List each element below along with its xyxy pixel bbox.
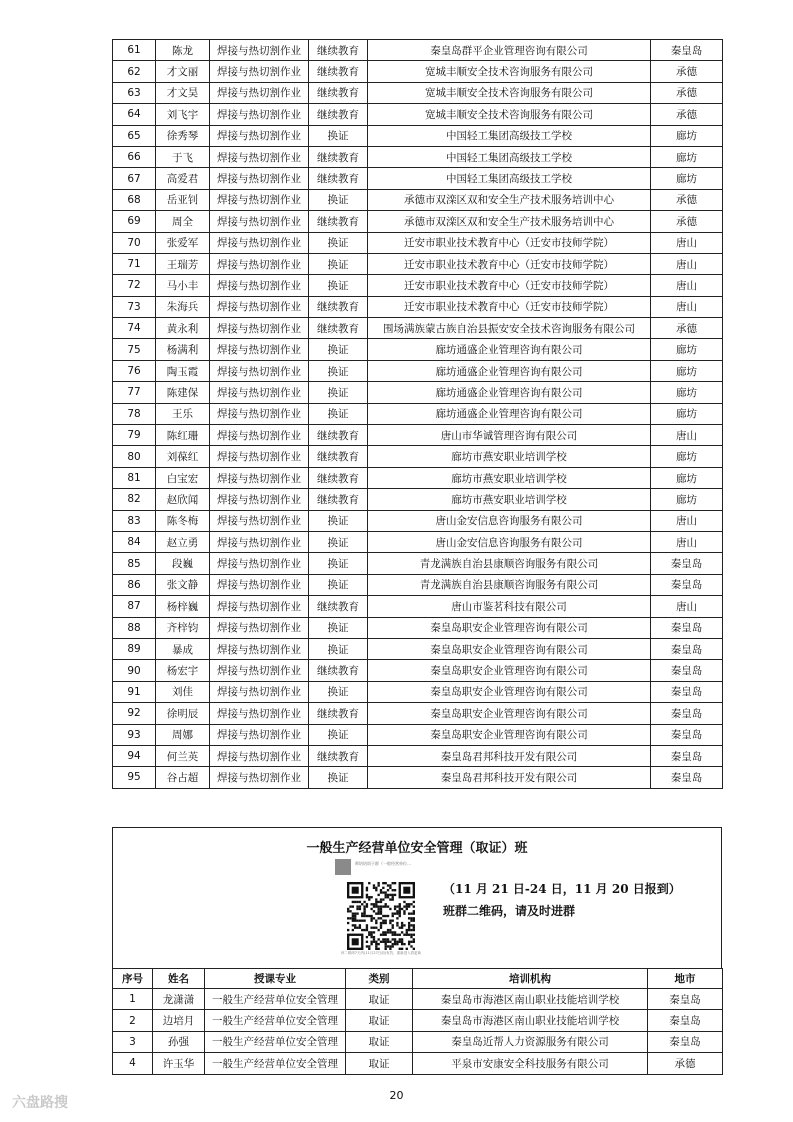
cell-name: 才文昊	[156, 82, 210, 103]
cell-city: 秦皇岛	[651, 638, 723, 659]
cell-category: 换证	[309, 232, 368, 253]
cell-seq: 74	[113, 318, 156, 339]
table-row	[113, 510, 723, 531]
cell-institution: 廊坊通盛企业管理咨询有限公司	[368, 339, 651, 360]
cell-major: 焊接与热切割作业	[210, 574, 309, 595]
join-group-note: 班群二维码，请及时进群	[443, 904, 576, 918]
cell-major: 焊接与热切割作业	[210, 403, 309, 424]
cell-seq: 82	[113, 489, 156, 510]
table-row	[113, 189, 723, 210]
cell-name: 白宝宏	[156, 467, 210, 488]
header-name: 姓名	[153, 969, 205, 989]
cell-seq: 80	[113, 446, 156, 467]
cell-name: 高爱君	[156, 168, 210, 189]
cell-category: 继续教育	[309, 660, 368, 681]
cell-major: 焊接与热切割作业	[210, 681, 309, 702]
cell-seq: 2	[113, 1010, 153, 1031]
cell-seq: 1	[113, 989, 153, 1010]
cell-major: 焊接与热切割作业	[210, 146, 309, 167]
table-row	[113, 403, 723, 424]
cell-name: 徐秀琴	[156, 125, 210, 146]
cell-major: 焊接与热切割作业	[210, 446, 309, 467]
cell-major: 焊接与热切割作业	[210, 318, 309, 339]
cell-institution: 秦皇岛职安企业管理咨询有限公司	[368, 660, 651, 681]
cell-city: 秦皇岛	[651, 574, 723, 595]
cell-major: 焊接与热切割作业	[210, 510, 309, 531]
cell-seq: 92	[113, 703, 156, 724]
cell-institution: 唐山市鉴茗科技有限公司	[368, 596, 651, 617]
cell-category: 继续教育	[309, 296, 368, 317]
cell-category: 换证	[309, 360, 368, 381]
cell-institution: 迁安市职业技术教育中心（迁安市技师学院）	[368, 275, 651, 296]
cell-major: 焊接与热切割作业	[210, 703, 309, 724]
table-row	[113, 446, 723, 467]
table-row	[113, 1010, 723, 1031]
watermark: 六盘路搜	[12, 1095, 68, 1111]
cell-name: 赵立勇	[156, 531, 210, 552]
table-row	[113, 574, 723, 595]
cell-name: 刘佳	[156, 681, 210, 702]
page-number: 20	[389, 1089, 404, 1102]
cell-city: 秦皇岛	[651, 703, 723, 724]
cell-seq: 81	[113, 467, 156, 488]
cell-seq: 67	[113, 168, 156, 189]
cell-city: 廊坊	[651, 360, 723, 381]
cell-city: 秦皇岛	[648, 989, 723, 1010]
cell-name: 王乐	[156, 403, 210, 424]
cell-name: 陈冬梅	[156, 510, 210, 531]
table-row	[113, 104, 723, 125]
cell-category: 继续教育	[309, 104, 368, 125]
cell-major: 焊接与热切割作业	[210, 211, 309, 232]
cell-city: 承德	[651, 189, 723, 210]
cell-major: 焊接与热切割作业	[210, 125, 309, 146]
cell-name: 龙潇潇	[153, 989, 205, 1010]
table-row	[113, 253, 723, 274]
cell-major: 焊接与热切割作业	[210, 553, 309, 574]
cell-name: 王瑞芳	[156, 253, 210, 274]
trainee-table-welding	[112, 39, 723, 789]
cell-city: 秦皇岛	[651, 617, 723, 638]
cell-major: 焊接与热切割作业	[210, 425, 309, 446]
cell-city: 承德	[651, 211, 723, 232]
cell-category: 取证	[346, 1031, 413, 1052]
cell-seq: 62	[113, 61, 156, 82]
table-row	[113, 82, 723, 103]
cell-institution: 承德市双滦区双和安全生产技术服务培训中心	[368, 189, 651, 210]
cell-category: 换证	[309, 382, 368, 403]
cell-name: 周娜	[156, 724, 210, 745]
cell-name: 张爱军	[156, 232, 210, 253]
cell-category: 取证	[346, 989, 413, 1010]
cell-seq: 83	[113, 510, 156, 531]
cell-institution: 廊坊通盛企业管理咨询有限公司	[368, 360, 651, 381]
cell-city: 廊坊	[651, 382, 723, 403]
cell-major: 一般生产经营单位安全管理	[205, 1053, 346, 1074]
cell-city: 唐山	[651, 296, 723, 317]
cell-major: 焊接与热切割作业	[210, 189, 309, 210]
table-row	[113, 425, 723, 446]
cell-category: 换证	[309, 510, 368, 531]
cell-city: 秦皇岛	[651, 553, 723, 574]
cell-seq: 64	[113, 104, 156, 125]
cell-category: 取证	[346, 1010, 413, 1031]
cell-institution: 秦皇岛君邦科技开发有限公司	[368, 767, 651, 788]
cell-category: 继续教育	[309, 211, 368, 232]
cell-name: 陈红珊	[156, 425, 210, 446]
header-seq: 序号	[113, 969, 153, 989]
table-row	[113, 296, 723, 317]
cell-major: 焊接与热切割作业	[210, 296, 309, 317]
cell-seq: 63	[113, 82, 156, 103]
cell-category: 换证	[309, 339, 368, 360]
cell-city: 承德	[651, 61, 723, 82]
cell-city: 秦皇岛	[651, 40, 723, 61]
table-row	[113, 1053, 723, 1074]
cell-major: 焊接与热切割作业	[210, 168, 309, 189]
table-row	[113, 40, 723, 61]
cell-city: 廊坊	[651, 168, 723, 189]
cell-name: 陶玉霞	[156, 360, 210, 381]
cell-name: 赵欣闻	[156, 489, 210, 510]
cell-name: 黄永利	[156, 318, 210, 339]
header-institution: 培训机构	[413, 969, 648, 989]
table-row	[113, 1031, 723, 1052]
qr-caption: 该二维码7天内(11月27日前)有效，重新进入将更新	[340, 951, 422, 955]
cell-major: 焊接与热切割作业	[210, 382, 309, 403]
safety-management-class-header	[112, 827, 722, 969]
cell-city: 唐山	[651, 253, 723, 274]
cell-category: 换证	[309, 403, 368, 424]
cell-institution: 廊坊通盛企业管理咨询有限公司	[368, 382, 651, 403]
cell-institution: 承德市双滦区双和安全生产技术服务培训中心	[368, 211, 651, 232]
cell-institution: 中国轻工集团高级技工学校	[368, 146, 651, 167]
cell-city: 秦皇岛	[648, 1031, 723, 1052]
table-row	[113, 211, 723, 232]
cell-seq: 72	[113, 275, 156, 296]
cell-seq: 69	[113, 211, 156, 232]
cell-category: 换证	[309, 767, 368, 788]
cell-city: 秦皇岛	[651, 660, 723, 681]
cell-category: 换证	[309, 617, 368, 638]
cell-city: 唐山	[651, 425, 723, 446]
cell-seq: 78	[113, 403, 156, 424]
cell-city: 秦皇岛	[648, 1010, 723, 1031]
qr-group-name: 师培培训于群（一般经营单位…	[355, 861, 411, 866]
cell-institution: 青龙满族自治县康顺咨询服务有限公司	[368, 574, 651, 595]
cell-name: 刘葆红	[156, 446, 210, 467]
cell-institution: 秦皇岛职安企业管理咨询有限公司	[368, 703, 651, 724]
cell-city: 唐山	[651, 232, 723, 253]
cell-major: 焊接与热切割作业	[210, 232, 309, 253]
cell-category: 换证	[309, 189, 368, 210]
cell-category: 换证	[309, 681, 368, 702]
cell-category: 取证	[346, 1053, 413, 1074]
cell-major: 焊接与热切割作业	[210, 596, 309, 617]
cell-name: 段巍	[156, 553, 210, 574]
cell-institution: 廊坊市燕安职业培训学校	[368, 446, 651, 467]
cell-major: 焊接与热切割作业	[210, 660, 309, 681]
cell-institution: 唐山金安信息咨询服务有限公司	[368, 531, 651, 552]
cell-major: 一般生产经营单位安全管理	[205, 989, 346, 1010]
cell-major: 一般生产经营单位安全管理	[205, 1031, 346, 1052]
table-row	[113, 745, 723, 766]
cell-name: 何兰英	[156, 745, 210, 766]
cell-seq: 88	[113, 617, 156, 638]
cell-name: 许玉华	[153, 1053, 205, 1074]
cell-city: 廊坊	[651, 146, 723, 167]
cell-city: 唐山	[651, 596, 723, 617]
cell-institution: 围场满族蒙古族自治县振安安全技术咨询服务有限公司	[368, 318, 651, 339]
cell-name: 于飞	[156, 146, 210, 167]
cell-name: 张文静	[156, 574, 210, 595]
cell-major: 焊接与热切割作业	[210, 253, 309, 274]
cell-seq: 71	[113, 253, 156, 274]
cell-name: 刘飞宇	[156, 104, 210, 125]
cell-institution: 唐山金安信息咨询服务有限公司	[368, 510, 651, 531]
cell-major: 焊接与热切割作业	[210, 40, 309, 61]
cell-category: 换证	[309, 125, 368, 146]
cell-institution: 秦皇岛职安企业管理咨询有限公司	[368, 617, 651, 638]
cell-city: 廊坊	[651, 489, 723, 510]
table-row	[113, 146, 723, 167]
cell-seq: 65	[113, 125, 156, 146]
cell-major: 一般生产经营单位安全管理	[205, 1010, 346, 1031]
cell-seq: 77	[113, 382, 156, 403]
cell-category: 换证	[309, 638, 368, 659]
cell-major: 焊接与热切割作业	[210, 531, 309, 552]
cell-seq: 66	[113, 146, 156, 167]
cell-institution: 平泉市安康安全科技服务有限公司	[413, 1053, 648, 1074]
class-date-note: （11 月 21 日-24 日，11 月 20 日报到）	[443, 882, 681, 896]
group-avatar-icon	[335, 859, 351, 875]
table-row	[113, 467, 723, 488]
cell-category: 继续教育	[309, 40, 368, 61]
cell-city: 廊坊	[651, 446, 723, 467]
cell-institution: 中国轻工集团高级技工学校	[368, 168, 651, 189]
cell-city: 唐山	[651, 510, 723, 531]
table-row	[113, 989, 723, 1010]
header-category: 类别	[346, 969, 413, 989]
cell-city: 承德	[651, 318, 723, 339]
cell-major: 焊接与热切割作业	[210, 467, 309, 488]
cell-category: 继续教育	[309, 703, 368, 724]
table-row	[113, 767, 723, 788]
cell-name: 陈龙	[156, 40, 210, 61]
cell-seq: 68	[113, 189, 156, 210]
table-row	[113, 318, 723, 339]
table-row	[113, 553, 723, 574]
cell-name: 孙强	[153, 1031, 205, 1052]
qr-code-icon	[341, 882, 421, 950]
cell-category: 换证	[309, 531, 368, 552]
cell-institution: 秦皇岛群平企业管理咨询有限公司	[368, 40, 651, 61]
cell-seq: 70	[113, 232, 156, 253]
cell-city: 秦皇岛	[651, 724, 723, 745]
table-row	[113, 382, 723, 403]
cell-institution: 秦皇岛职安企业管理咨询有限公司	[368, 724, 651, 745]
cell-institution: 迁安市职业技术教育中心（迁安市技师学院）	[368, 296, 651, 317]
qr-group-header	[335, 857, 425, 879]
cell-name: 暴成	[156, 638, 210, 659]
cell-institution: 廊坊通盛企业管理咨询有限公司	[368, 403, 651, 424]
cell-name: 杨满利	[156, 339, 210, 360]
cell-category: 继续教育	[309, 489, 368, 510]
cell-institution: 宽城丰顺安全技术咨询服务有限公司	[368, 82, 651, 103]
cell-name: 周全	[156, 211, 210, 232]
cell-name: 徐明辰	[156, 703, 210, 724]
cell-institution: 秦皇岛近帮人力资源服务有限公司	[413, 1031, 648, 1052]
table-row	[113, 232, 723, 253]
cell-city: 廊坊	[651, 339, 723, 360]
cell-seq: 94	[113, 745, 156, 766]
cell-institution: 青龙满族自治县康顺咨询服务有限公司	[368, 553, 651, 574]
cell-seq: 85	[113, 553, 156, 574]
cell-major: 焊接与热切割作业	[210, 617, 309, 638]
cell-institution: 秦皇岛市海港区南山职业技能培训学校	[413, 989, 648, 1010]
cell-city: 秦皇岛	[651, 745, 723, 766]
cell-major: 焊接与热切割作业	[210, 745, 309, 766]
cell-category: 继续教育	[309, 146, 368, 167]
cell-seq: 89	[113, 638, 156, 659]
cell-seq: 76	[113, 360, 156, 381]
cell-name: 朱海兵	[156, 296, 210, 317]
cell-institution: 迁安市职业技术教育中心（迁安市技师学院）	[368, 232, 651, 253]
cell-seq: 3	[113, 1031, 153, 1052]
cell-institution: 廊坊市燕安职业培训学校	[368, 467, 651, 488]
cell-category: 继续教育	[309, 318, 368, 339]
cell-category: 换证	[309, 253, 368, 274]
cell-institution: 秦皇岛市海港区南山职业技能培训学校	[413, 1010, 648, 1031]
cell-seq: 73	[113, 296, 156, 317]
cell-major: 焊接与热切割作业	[210, 61, 309, 82]
cell-seq: 75	[113, 339, 156, 360]
cell-category: 换证	[309, 275, 368, 296]
cell-major: 焊接与热切割作业	[210, 638, 309, 659]
table-row	[113, 61, 723, 82]
cell-name: 马小丰	[156, 275, 210, 296]
cell-city: 承德	[651, 104, 723, 125]
cell-category: 继续教育	[309, 82, 368, 103]
cell-name: 齐梓钧	[156, 617, 210, 638]
table-header-row	[113, 969, 723, 989]
cell-major: 焊接与热切割作业	[210, 360, 309, 381]
cell-category: 换证	[309, 553, 368, 574]
cell-category: 换证	[309, 574, 368, 595]
cell-name: 杨宏宇	[156, 660, 210, 681]
table-row	[113, 596, 723, 617]
table-row	[113, 339, 723, 360]
cell-city: 承德	[651, 82, 723, 103]
table-row	[113, 360, 723, 381]
table-row	[113, 531, 723, 552]
cell-major: 焊接与热切割作业	[210, 489, 309, 510]
table-row	[113, 168, 723, 189]
cell-name: 才文丽	[156, 61, 210, 82]
table-row	[113, 617, 723, 638]
cell-category: 继续教育	[309, 596, 368, 617]
cell-major: 焊接与热切割作业	[210, 82, 309, 103]
cell-major: 焊接与热切割作业	[210, 275, 309, 296]
cell-name: 谷占超	[156, 767, 210, 788]
cell-city: 唐山	[651, 531, 723, 552]
cell-city: 廊坊	[651, 467, 723, 488]
class-title: 一般生产经营单位安全管理（取证）班	[306, 841, 528, 856]
table-row	[113, 125, 723, 146]
cell-institution: 宽城丰顺安全技术咨询服务有限公司	[368, 104, 651, 125]
header-city: 地市	[648, 969, 723, 989]
cell-seq: 95	[113, 767, 156, 788]
table-row	[113, 660, 723, 681]
cell-city: 秦皇岛	[651, 681, 723, 702]
cell-name: 杨梓巍	[156, 596, 210, 617]
cell-city: 秦皇岛	[651, 767, 723, 788]
table-row	[113, 703, 723, 724]
cell-institution: 唐山市华诚管理咨询有限公司	[368, 425, 651, 446]
cell-major: 焊接与热切割作业	[210, 104, 309, 125]
table-row	[113, 275, 723, 296]
group-qr-code[interactable]	[331, 857, 431, 957]
cell-institution: 迁安市职业技术教育中心（迁安市技师学院）	[368, 253, 651, 274]
cell-city: 廊坊	[651, 403, 723, 424]
cell-institution: 廊坊市燕安职业培训学校	[368, 489, 651, 510]
cell-seq: 86	[113, 574, 156, 595]
cell-category: 继续教育	[309, 467, 368, 488]
cell-seq: 93	[113, 724, 156, 745]
cell-seq: 84	[113, 531, 156, 552]
cell-category: 继续教育	[309, 745, 368, 766]
header-major: 授课专业	[205, 969, 346, 989]
table-row	[113, 638, 723, 659]
cell-category: 继续教育	[309, 61, 368, 82]
cell-seq: 79	[113, 425, 156, 446]
cell-name: 陈建保	[156, 382, 210, 403]
cell-seq: 61	[113, 40, 156, 61]
cell-category: 继续教育	[309, 425, 368, 446]
cell-major: 焊接与热切割作业	[210, 339, 309, 360]
cell-city: 廊坊	[651, 125, 723, 146]
cell-name: 边培月	[153, 1010, 205, 1031]
cell-category: 换证	[309, 724, 368, 745]
cell-institution: 宽城丰顺安全技术咨询服务有限公司	[368, 61, 651, 82]
cell-city: 唐山	[651, 275, 723, 296]
cell-major: 焊接与热切割作业	[210, 724, 309, 745]
cell-category: 继续教育	[309, 446, 368, 467]
cell-seq: 91	[113, 681, 156, 702]
cell-category: 继续教育	[309, 168, 368, 189]
cell-major: 焊接与热切割作业	[210, 767, 309, 788]
cell-seq: 4	[113, 1053, 153, 1074]
cell-seq: 90	[113, 660, 156, 681]
cell-institution: 秦皇岛职安企业管理咨询有限公司	[368, 638, 651, 659]
cell-city: 承德	[648, 1053, 723, 1074]
cell-institution: 秦皇岛职安企业管理咨询有限公司	[368, 681, 651, 702]
table-row	[113, 489, 723, 510]
cell-institution: 秦皇岛君邦科技开发有限公司	[368, 745, 651, 766]
table-row	[113, 724, 723, 745]
cell-seq: 87	[113, 596, 156, 617]
cell-name: 岳亚钊	[156, 189, 210, 210]
table-row	[113, 681, 723, 702]
cell-institution: 中国轻工集团高级技工学校	[368, 125, 651, 146]
trainee-table-safety-management	[112, 968, 723, 1075]
